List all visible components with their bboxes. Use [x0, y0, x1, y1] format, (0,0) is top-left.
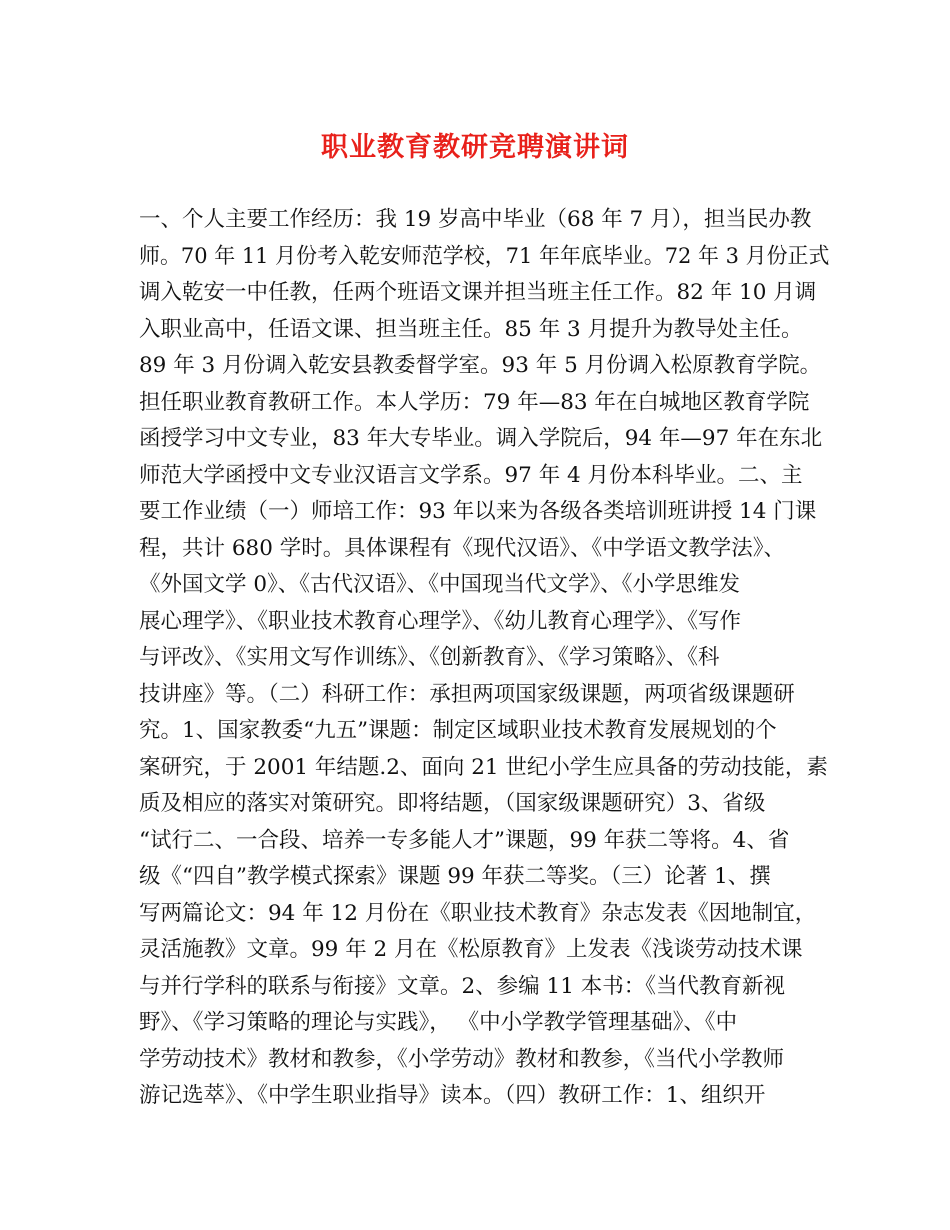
- text-line: 入职业高中，任语文课、担当班主任。85 年 3 月提升为教导处主任。: [139, 316, 803, 342]
- text-line: 师。70 年 11 月份考入乾安师范学校，71 年年底毕业。72 年 3 月份正式: [139, 243, 830, 269]
- text-line: 要工作业绩（一）师培工作：93 年以来为各级各类培训班讲授 14 门课: [139, 499, 817, 524]
- text-line: 函授学习中文专业，83 年大专毕业。调入学院后，94 年—97 年在东北: [139, 426, 823, 451]
- body-paragraph: [139, 202, 830, 1115]
- text-line: 担任职业教育教研工作。本人学历：79 年—83 年在白城地区教育学院: [139, 389, 810, 415]
- page-title: 职业教育教研竞聘演讲词: [321, 132, 629, 163]
- text-line: 程，共计 680 学时。具体课程有《现代汉语》、《中学语文教学法》、: [139, 535, 785, 561]
- text-line: “试行二、一合段、培养一专多能人才”课题，99 年获二等将。4、省: [139, 827, 790, 853]
- text-line: 与并行学科的联系与衔接》文章。2、参编 11 本书：《当代教育新视: [139, 973, 785, 999]
- text-line: 游记选萃》、《中学生职业指导》读本。（四）教研工作：1、组织开: [139, 1083, 766, 1108]
- text-line: 写两篇论文：94 年 12 月份在《职业技术教育》杂志发表《因地制宜，: [139, 900, 817, 926]
- text-line: 技讲座》等。（二）科研工作：承担两项国家级课题，两项省级课题研: [139, 681, 795, 707]
- text-line: 级《“四自”教学模式探索》课题 99 年获二等奖。（三）论著 1、撰: [139, 864, 771, 889]
- text-line: 究。1、国家教委“九五”课题：制定区域职业技术教育发展规划的个: [139, 718, 777, 743]
- text-line: 野》、《学习策略的理论与实践》， 《中小学教学管理基础》、《中: [139, 1010, 738, 1035]
- text-line: 一、个人主要工作经历：我 19 岁高中毕业（68 年 7 月），担当民办教: [139, 207, 812, 232]
- text-line: 案研究，于 2001 年结题.2、面向 21 世纪小学生应具备的劳动技能，素: [139, 754, 828, 780]
- text-line: 89 年 3 月份调入乾安县教委督学室。93 年 5 月份调入松原教育学院。: [139, 353, 822, 378]
- text-line: 调入乾安一中任教，任两个班语文课并担当班主任工作。82 年 10 月调: [139, 280, 817, 305]
- text-line: 灵活施教》文章。99 年 2 月在《松原教育》上发表《浅谈劳动技术课: [139, 937, 803, 962]
- text-line: 《外国文学 0》、《古代汉语》、《中国现当代文学》、《小学思维发: [139, 572, 741, 597]
- text-line: 与评改》、《实用文写作训练》、《创新教育》、《学习策略》、《科: [139, 645, 720, 670]
- text-line: 学劳动技术》教材和教参，《小学劳动》教材和教参，《当代小学教师: [139, 1046, 785, 1072]
- text-line: 展心理学》、《职业技术教育心理学》、《幼儿教育心理学》、《写作: [139, 608, 742, 634]
- text-line: 质及相应的落实对策研究。即将结题，（国家级课题研究）3、省级: [139, 791, 766, 816]
- text-line: 师范大学函授中文专业汉语言文学系。97 年 4 月份本科毕业。二、主: [139, 462, 803, 488]
